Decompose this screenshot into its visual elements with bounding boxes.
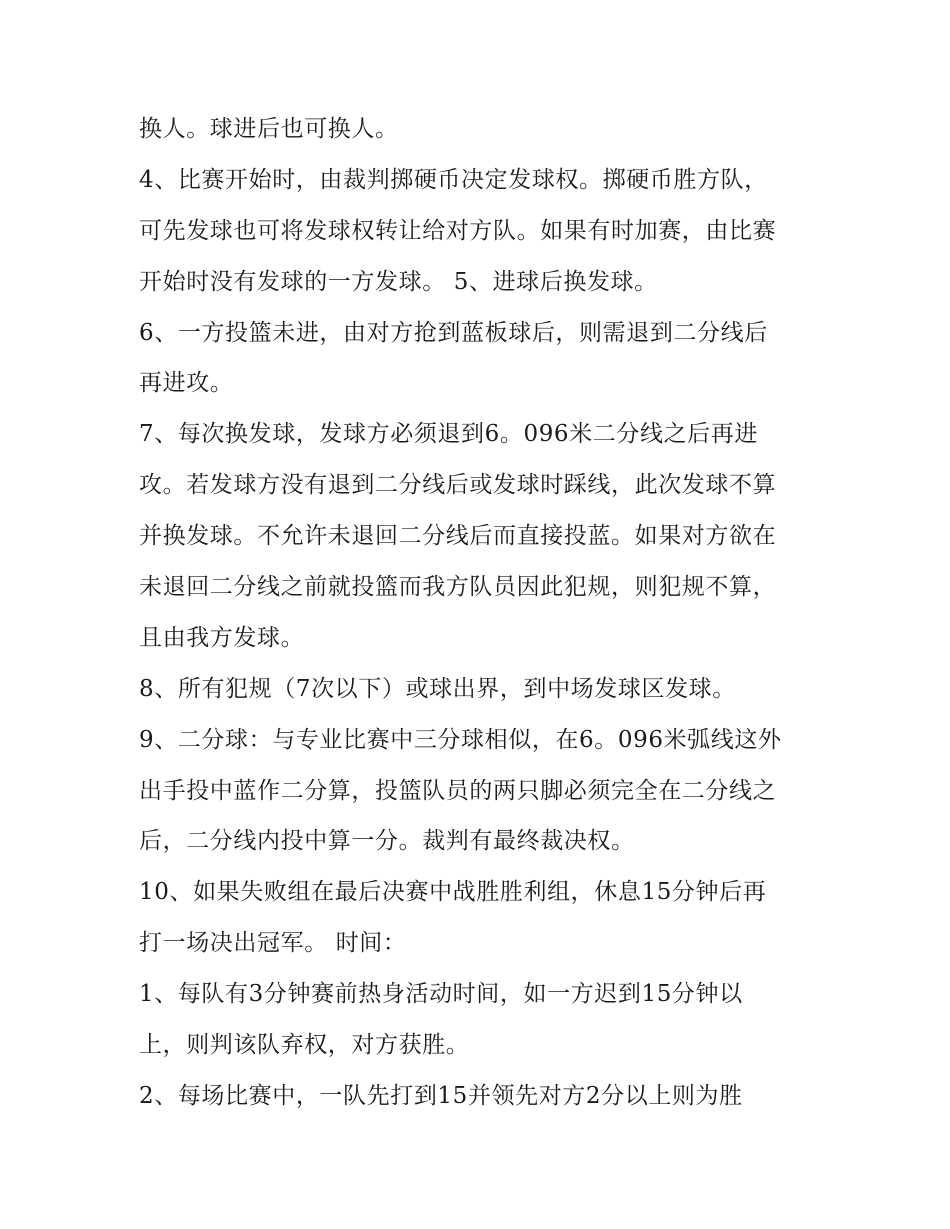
text-line: 7、每次换发球，发球方必须退到6。096米二分线之后再进 [139,421,758,448]
text-line: 攻。若发球方没有退到二分线后或发球时踩线，此次发球不算 [139,472,777,499]
text-line: 未退回二分线之前就投篮而我方队员因此犯规，则犯规不算， [139,574,777,601]
text-line: 1、每队有3分钟赛前热身活动时间，如一方迟到15分钟以 [139,981,743,1008]
text-line: 出手投中蓝作二分算，投篮队员的两只脚必须完全在二分线之 [139,777,777,804]
text-line: 9、二分球：与专业比赛中三分球相似，在6。096米弧线这外 [139,726,782,753]
text-line: 可先发球也可将发球权转让给对方队。如果有时加赛，由比赛 [139,217,777,244]
text-line: 上，则判该队弃权，对方获胜。 [139,1032,470,1059]
text-line: 2、每场比赛中，一队先打到15并领先对方2分以上则为胜 [139,1082,743,1109]
text-line: 开始时没有发球的一方发球。 5、进球后换发球。 [139,268,658,295]
text-line: 再进攻。 [139,370,234,397]
text-line: 10、如果失败组在最后决赛中战胜胜利组，休息15分钟后再 [139,879,767,906]
text-line: 且由我方发球。 [139,624,305,651]
text-line: 后，二分线内投中算一分。裁判有最终裁决权。 [139,828,635,855]
text-line: 打一场决出冠军。 时间： [139,930,407,957]
text-line: 6、一方投篮未进，由对方抢到蓝板球后，则需退到二分线后 [139,319,768,346]
text-line: 并换发球。不允许未退回二分线后而直接投蓝。如果对方欲在 [139,523,777,550]
text-line: 4、比赛开始时，由裁判掷硬币决定发球权。掷硬币胜方队， [139,166,768,193]
document-body [139,104,819,1122]
text-line: 8、所有犯规（7次以下）或球出界，到中场发球区发球。 [139,675,736,702]
text-line: 换人。球进后也可换人。 [139,116,399,142]
